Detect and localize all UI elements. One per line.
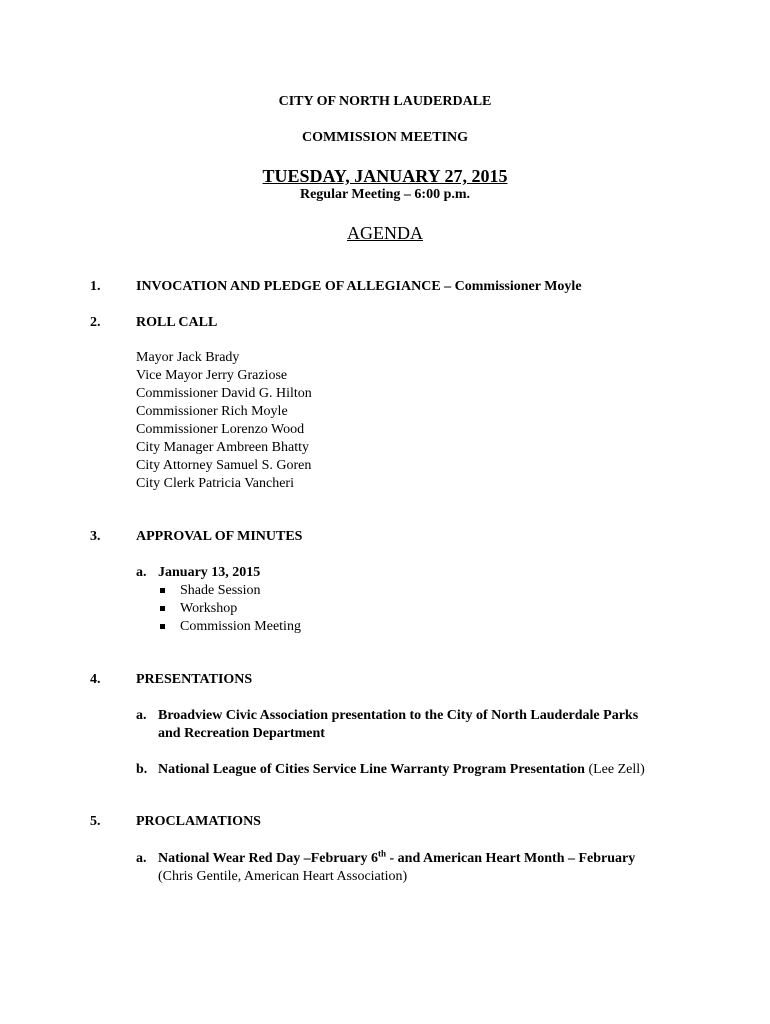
roll-call-member: Mayor Jack Brady — [136, 350, 240, 365]
roll-call-member: Vice Mayor Jerry Graziose — [136, 368, 288, 383]
minutes-sessions-list — [158, 582, 301, 636]
presentations-sub-b — [136, 761, 645, 779]
minutes-session-label: Commission Meeting — [180, 619, 301, 634]
agenda-title: AGENDA — [347, 223, 423, 243]
proclamations-sub-a-part1: National Wear Red Day –February 6 — [158, 851, 378, 866]
list-item — [158, 618, 301, 636]
roll-call-member: Commissioner Lorenzo Wood — [136, 422, 305, 437]
item-5-title: PROCLAMATIONS — [136, 814, 261, 829]
proclamations-sub-a-part2: - and American Heart Month – February — [386, 851, 636, 866]
roll-call-member: Commissioner Rich Moyle — [136, 404, 288, 419]
item-2-number: 2. — [90, 315, 101, 330]
item-1-number: 1. — [90, 279, 101, 294]
minutes-sub-a-letter: a. — [136, 565, 147, 580]
item-5-number: 5. — [90, 814, 101, 829]
minutes-sub-a-title: January 13, 2015 — [158, 565, 261, 580]
meeting-session: Regular Meeting – 6:00 p.m. — [299, 187, 471, 202]
roll-call-member: City Attorney Samuel S. Goren — [136, 458, 312, 473]
proclamations-sub-a-sup: th — [377, 848, 386, 859]
presentations-sub-b-title: National League of Cities Service Line Warranty Program Presentation — [158, 762, 585, 777]
minutes-session-label: Workshop — [180, 601, 238, 616]
meeting-type: COMMISSION MEETING — [301, 130, 469, 145]
item-1-title: INVOCATION AND PLEDGE OF ALLEGIANCE – Commissioner Moyle — [136, 279, 582, 294]
presentations-sub-a-letter: a. — [136, 708, 147, 723]
proclamations-sub-a-letter: a. — [136, 851, 147, 866]
list-item — [158, 600, 301, 618]
presentations-sub-a-line1: Broadview Civic Association presentation to the City of North Lauderdale Parks — [158, 708, 639, 723]
presentations-sub-b-letter: b. — [136, 762, 148, 777]
list-item — [158, 582, 301, 600]
roll-call-member: City Clerk Patricia Vancheri — [136, 476, 294, 491]
square-bullet-icon — [160, 588, 165, 593]
item-3-number: 3. — [90, 529, 101, 544]
roll-call-member: Commissioner David G. Hilton — [136, 386, 312, 401]
item-2-title: ROLL CALL — [136, 315, 218, 330]
minutes-session-label: Shade Session — [180, 583, 261, 598]
roll-call-member: City Manager Ambreen Bhatty — [136, 440, 310, 455]
proclamations-sub-a-line2: (Chris Gentile, American Heart Association) — [158, 869, 408, 884]
square-bullet-icon — [160, 606, 165, 611]
item-4-number: 4. — [90, 672, 101, 687]
square-bullet-icon — [160, 624, 165, 629]
minutes-sub-a — [136, 564, 260, 582]
item-4-title: PRESENTATIONS — [136, 672, 253, 687]
agenda-title-wrap — [0, 223, 770, 244]
roll-call-list — [136, 349, 312, 493]
presentations-sub-b-presenter: (Lee Zell) — [584, 762, 645, 777]
proclamations-sub-a — [136, 850, 635, 886]
city-name: CITY OF NORTH LAUDERDALE — [278, 94, 492, 109]
presentations-sub-a-line2: and Recreation Department — [158, 726, 325, 741]
item-3-title: APPROVAL OF MINUTES — [136, 529, 303, 544]
meeting-date: TUESDAY, JANUARY 27, 2015 — [262, 166, 508, 186]
presentations-sub-a — [136, 707, 638, 743]
